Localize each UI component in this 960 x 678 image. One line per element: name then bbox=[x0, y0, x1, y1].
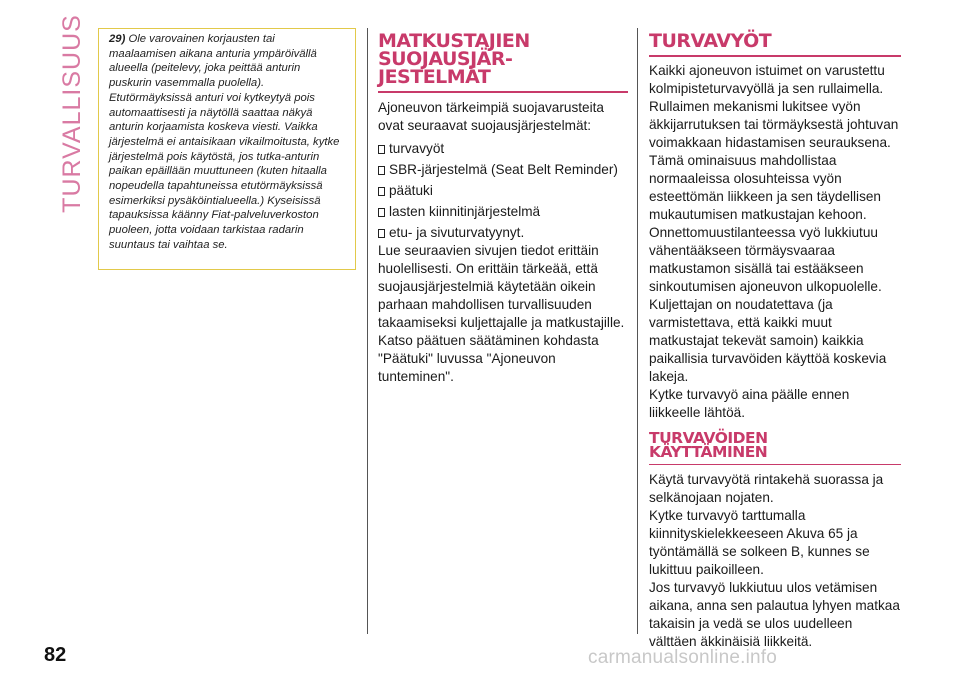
paragraph: Kytke turvavyö aina päälle ennen liikkeelle lähtöä. bbox=[649, 387, 850, 420]
list-item bbox=[378, 224, 628, 242]
list-item bbox=[378, 203, 628, 221]
checkbox-bullet-icon bbox=[378, 229, 385, 238]
paragraph: Kaikki ajoneuvon istuimet on varustettu kolmipisteturvavyöllä ja sen rullaimella. Rullaimen mekanismi lukitsee vyön äkkijarrutuksen tai törmäyksestä johtuvan voimakkaan hidastamisen seurauksena. Tämä ominaisuus mahdollistaa normaaleissa olosuhteissa vyön esteettömän liikkeen ja sen täydellisen mukautumisen matkustajan kehoon. Onnettomuustilanteessa vyö lukkiutuu vähentääkseen törmäysvaaraa matkustamon sisällä tai estääkseen sinkoutumisen ajoneuvon ulkopuolelle. bbox=[649, 63, 899, 294]
list-item-text: päätuki bbox=[389, 183, 433, 198]
heading-line: SUOJAUSJÄR- bbox=[378, 48, 513, 70]
page-number: 82 bbox=[44, 644, 67, 666]
column-seat-belts bbox=[649, 32, 901, 651]
warning-text: Ole varovainen korjausten tai maalaamisen aikana anturia ympäröivällä alueella (peitelevy, joka peittää anturin puskurin vasemmalla puolella). Etutörmäyksissä anturi voi kytkeytyä pois automaattisesti ja näytöllä saattaa näkyä anturin korjaamista koskeva viesti. Vaikka järjestelmä ei antaisikaan vikailmoitusta, kytke järjestelmä pois käytöstä, jos tutka-anturin paikan epäillään muuttuneen (kuten hitaalla nopeudella tapahtuneissa etutörmäyksissä esimerkiksi pysäköintialueella.) Kyseisissä tapauksissa käänny Fiat-palveluverkoston puoleen, jotta voidaan tarkistaa radarin suuntaus tai vaihtaa se. bbox=[109, 33, 340, 251]
column-protection-systems bbox=[378, 32, 628, 386]
paragraph: Jos turvavyö lukkiutuu ulos vetämisen aikana, anna sen palautua lyhyen matkaa takaisin ja vedä se ulos uudelleen välttäen äkkinäisiä liikkeitä. bbox=[649, 580, 900, 649]
list-item bbox=[378, 182, 628, 200]
heading-rule bbox=[649, 55, 901, 57]
list-item-text: etu- ja sivuturvatyynyt. bbox=[389, 225, 525, 240]
paragraph: Käytä turvavyötä rintakehä suorassa ja selkänojaan nojaten. bbox=[649, 472, 884, 505]
list-item-text: lasten kiinnitinjärjestelmä bbox=[389, 204, 541, 219]
paragraph: Katso päätuen säätäminen kohdasta "Päätuki" luvussa "Ajoneuvon tunteminen". bbox=[378, 333, 599, 384]
intro-paragraph: Ajoneuvon tärkeimpiä suojavarusteita ovat seuraavat suojausjärjestelmät: bbox=[378, 100, 604, 133]
heading-seat-belts: TURVAVYÖT bbox=[649, 30, 772, 52]
section-label-text: TURVALLISUUS bbox=[57, 13, 86, 213]
subheading-line: TURVAVÖIDEN bbox=[649, 429, 768, 447]
paragraph: Kytke turvavyö tarttumalla kiinnityskielekkeeseen Akuva 65 ja työntämällä se solkeen B, kunnes se lukittuu paikoilleen. bbox=[649, 508, 870, 577]
checkbox-bullet-icon bbox=[378, 208, 385, 217]
checkbox-bullet-icon bbox=[378, 145, 385, 154]
list-item bbox=[378, 140, 628, 158]
paragraph: Lue seuraavien sivujen tiedot erittäin huolellisesti. On erittäin tärkeää, että suojausjärjestelmiä käytetään oikein parhaan mahdollisen turvallisuuden takaamiseksi kuljettajalle ja matkustajille. bbox=[378, 243, 625, 330]
checkbox-bullet-icon bbox=[378, 187, 385, 196]
watermark: carmanualsonline.info bbox=[588, 647, 778, 668]
subheading-line: KÄYTTÄMINEN bbox=[649, 443, 768, 461]
subheading-using-seat-belts bbox=[649, 431, 901, 464]
column-divider-1 bbox=[367, 28, 368, 634]
subheading-rule bbox=[649, 464, 901, 465]
warning-number: 29) bbox=[109, 33, 126, 45]
list-item-text: turvavyöt bbox=[389, 141, 445, 156]
heading-line: MATKUSTAJIEN bbox=[378, 30, 530, 52]
section-label bbox=[52, 13, 92, 213]
checkbox-bullet-icon bbox=[378, 166, 385, 175]
heading-protection-systems bbox=[378, 32, 628, 91]
warning-box bbox=[98, 28, 356, 270]
list-item-text: SBR-järjestelmä (Seat Belt Reminder) bbox=[389, 162, 618, 177]
heading-rule bbox=[378, 91, 628, 93]
paragraph: Kuljettajan on noudatettava (ja varmistettava, että kaikki muut matkustajat tekevät samoin) kaikkia paikallisia turvavöiden käyttöä koskevia lakeja. bbox=[649, 297, 887, 384]
list-item bbox=[378, 161, 628, 179]
column-divider-2 bbox=[637, 28, 638, 634]
heading-line: JESTELMÄT bbox=[378, 66, 491, 88]
